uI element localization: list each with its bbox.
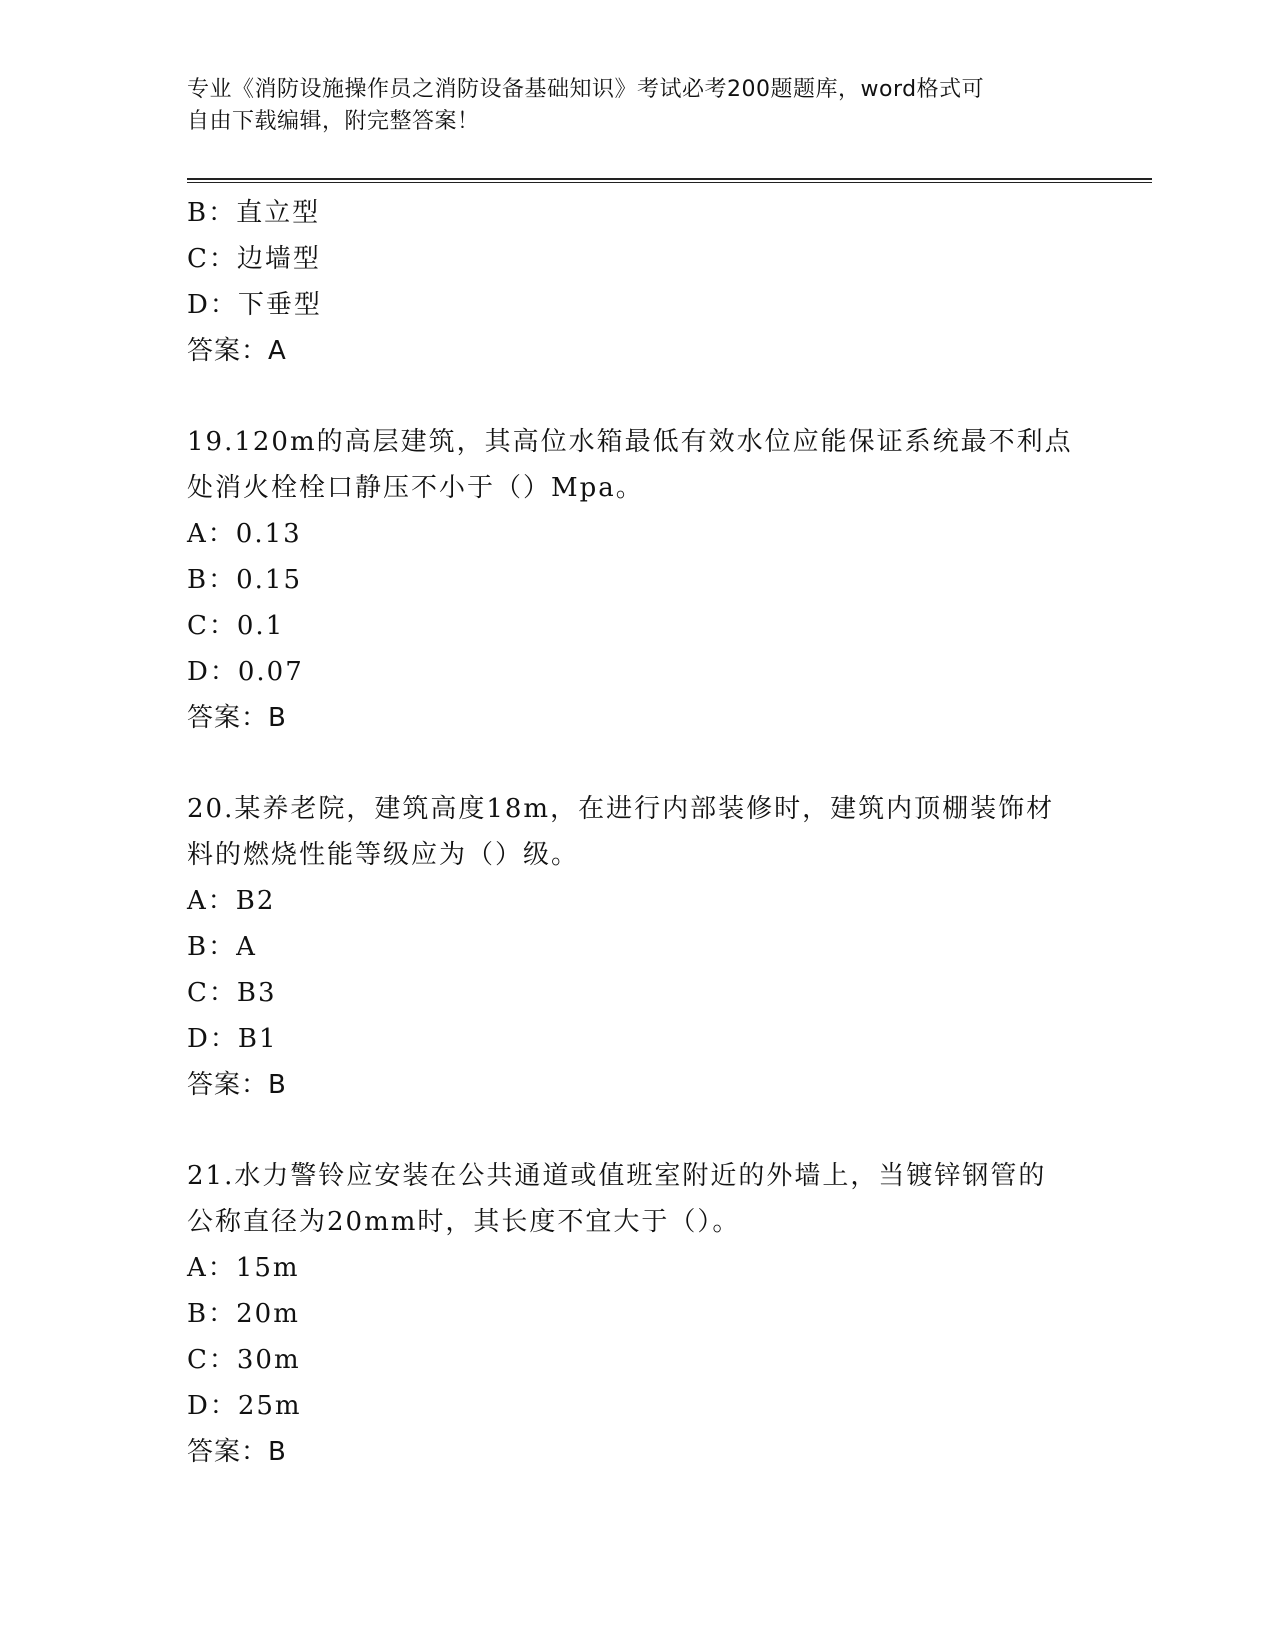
question-block-20	[187, 786, 1087, 1108]
option-d: D：0.07	[187, 657, 304, 687]
option-d: D：下垂型	[187, 290, 322, 320]
question-text-line-1: 19.120m的高层建筑，其高位水箱最低有效水位应能保证系统最不利点	[187, 427, 1073, 457]
question-text-line-1: 21.水力警铃应安装在公共通道或值班室附近的外墙上，当镀锌钢管的	[187, 1161, 1047, 1191]
question-list	[187, 190, 1087, 1475]
option-d: D：25m	[187, 1391, 302, 1421]
header-divider-thin	[187, 182, 1152, 183]
option-b: B：A	[187, 932, 257, 962]
header-divider-thick	[187, 178, 1152, 180]
header-line-2: 自由下载编辑，附完整答案！	[187, 109, 480, 134]
option-c: C：B3	[187, 978, 277, 1008]
answer-line: 答案：B	[187, 1070, 287, 1100]
question-text-line-1: 20.某养老院，建筑高度18m，在进行内部装修时，建筑内顶棚装饰材	[187, 794, 1055, 824]
question-block-21	[187, 1153, 1087, 1475]
option-a: A：15m	[187, 1253, 300, 1283]
question-block-previous	[187, 190, 1087, 374]
header-line-1: 专业《消防设施操作员之消防设备基础知识》考试必考200题题库，word格式可	[187, 77, 985, 102]
option-a: A：0.13	[187, 519, 302, 549]
option-c: C：边墙型	[187, 244, 321, 274]
answer-line: 答案：B	[187, 703, 287, 733]
option-c: C：0.1	[187, 611, 285, 641]
question-block-19	[187, 419, 1087, 741]
option-b: B：0.15	[187, 565, 302, 595]
document-header	[187, 74, 1067, 138]
answer-line: 答案：B	[187, 1437, 287, 1467]
answer-line: 答案：A	[187, 336, 287, 366]
question-text-line-2: 处消火栓栓口静压不小于（）Mpa。	[187, 473, 644, 503]
option-b: B：直立型	[187, 198, 321, 228]
option-b: B：20m	[187, 1299, 300, 1329]
option-d: D：B1	[187, 1024, 278, 1054]
option-c: C：30m	[187, 1345, 301, 1375]
question-text-line-2: 公称直径为20mm时，其长度不宜大于（）。	[187, 1207, 741, 1237]
option-a: A：B2	[187, 886, 276, 916]
question-text-line-2: 料的燃烧性能等级应为（）级。	[187, 840, 580, 870]
